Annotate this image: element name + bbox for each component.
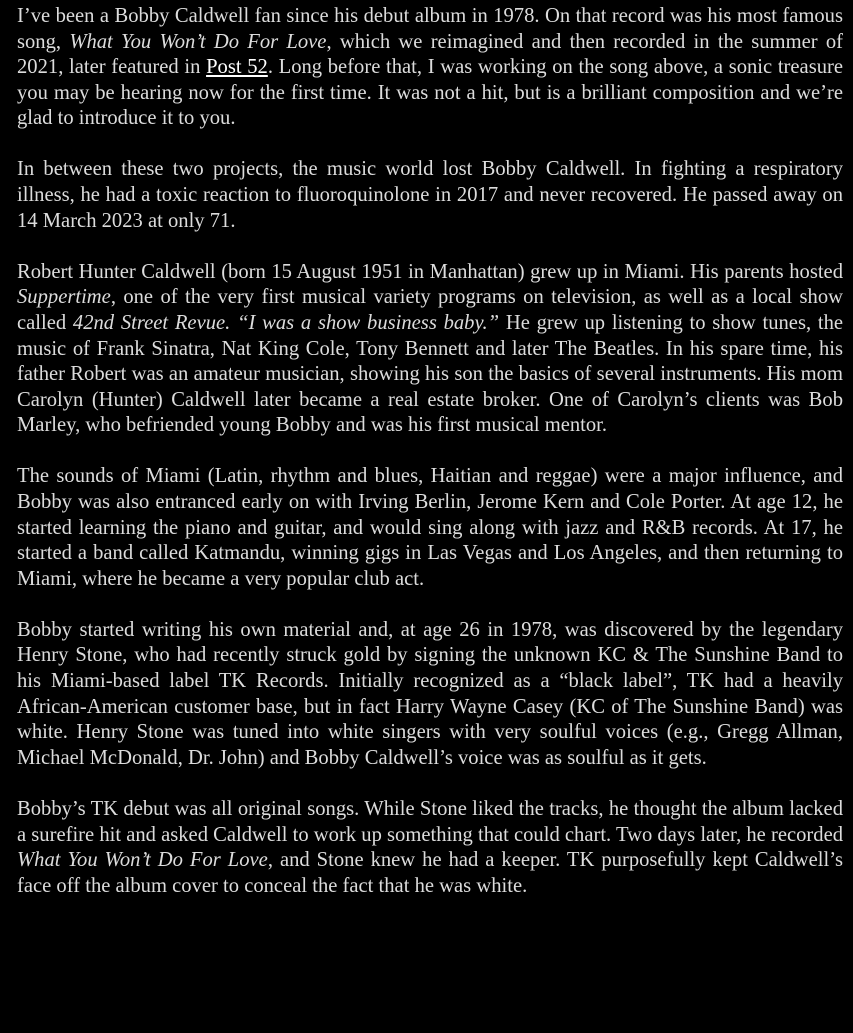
show-title: Suppertime bbox=[17, 286, 111, 309]
song-title: What You Won’t Do For Love bbox=[17, 849, 268, 872]
text-span: I’ve been a Bobby Caldwell fan since his debut album in 1978. On that record was his most famous song, bbox=[17, 5, 843, 53]
paragraph-discovery: Bobby started writing his own material and, at age 26 in 1978, was discovered by the legendary Henry Stone, who had recently struck gold by signing the unknown KC & The Sunshine Band to his Miami-based label TK Records. Initially recognized as a “black label”, TK had a heavily African-American customer base, but in fact Harry Wayne Casey (KC of The Sunshine Band) was white. Henry Stone was tuned into white singers with very soulful voices (e.g., Gregg Allman, Michael McDonald, Dr. John) and Bobby Caldwell’s voice was as soulful as it gets. bbox=[17, 618, 843, 769]
post-52-link[interactable]: Post 52 bbox=[206, 56, 268, 79]
paragraph-intro bbox=[17, 4, 843, 132]
text-span: . Long before that, I was working on the song above, a sonic treasure you may be hearing now for the first time. It was not a hit, but is a brilliant composition and we’re glad to introduce it to you. bbox=[17, 56, 843, 130]
text-span: Bobby’s TK debut was all original songs. While Stone liked the tracks, he thought the album lacked a surefire hit and asked Caldwell to work up something that could chart. Two days later, he recorded bbox=[17, 797, 844, 846]
text-span: Robert Hunter Caldwell (born 15 August 1951 in Manhattan) grew up in Miami. His parents hosted bbox=[17, 260, 843, 283]
quote: “I was a show business baby.” bbox=[237, 311, 500, 334]
show-title: 42nd Street Revue. bbox=[72, 311, 231, 334]
text-span: , which we reimagined and then recorded in the summer of 2021, later featured in bbox=[17, 30, 843, 79]
text-span: , one of the very first musical variety programs on television, as well as a local show called bbox=[17, 286, 843, 334]
paragraph-passing: In between these two projects, the music world lost Bobby Caldwell. In fighting a respiratory illness, he had a toxic reaction to fluoroquinolone in 2017 and never recovered. He passed away on 14 March 2023 at only 71. bbox=[17, 158, 843, 232]
text-span: He grew up listening to show tunes, the music of Frank Sinatra, Nat King Cole, Tony Bennett and later The Beatles. In his spare time, his father Robert was an amateur musician, showing his son the basics of several instruments. His mom Carolyn (Hunter) Caldwell later became a real estate broker. One of Carolyn’s clients was Bob Marley, who befriended young Bobby and was his first musical mentor. bbox=[17, 311, 844, 437]
text-span: , and Stone knew he had a keeper. TK purposefully kept Caldwell’s face off the album cover to conceal the fact that he was white. bbox=[17, 849, 843, 897]
paragraph-early-life bbox=[17, 260, 843, 439]
paragraph-influences: The sounds of Miami (Latin, rhythm and blues, Haitian and reggae) were a major influence, and Bobby was also entranced early on with Irving Berlin, Jerome Kern and Cole Porter. At age 12, he started learning the piano and guitar, and would sing along with jazz and R&B records. At 17, he started a band called Katmandu, winning gigs in Las Vegas and Los Angeles, and then returning to Miami, where he became a very popular club act. bbox=[17, 465, 843, 590]
paragraph-tk-debut bbox=[17, 797, 843, 899]
song-title: What You Won’t Do For Love bbox=[69, 30, 327, 53]
